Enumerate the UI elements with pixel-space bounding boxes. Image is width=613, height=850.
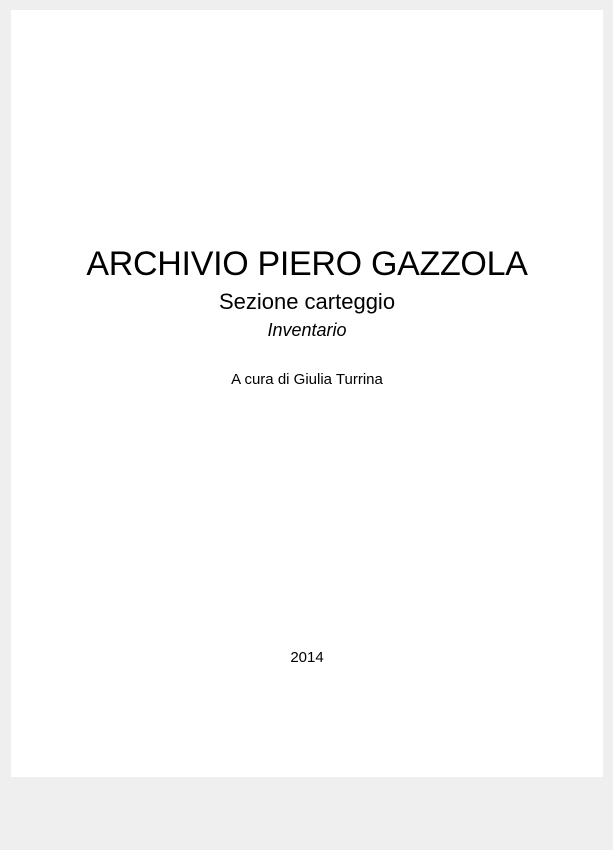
editor-credit: A cura di Giulia Turrina <box>231 371 383 388</box>
document-subtitle: Sezione carteggio <box>218 289 396 314</box>
document-title: ARCHIVIO PIERO GAZZOLA <box>86 245 528 283</box>
document-page <box>11 10 603 777</box>
publication-year: 2014 <box>290 649 324 666</box>
document-type: Inventario <box>267 320 347 340</box>
